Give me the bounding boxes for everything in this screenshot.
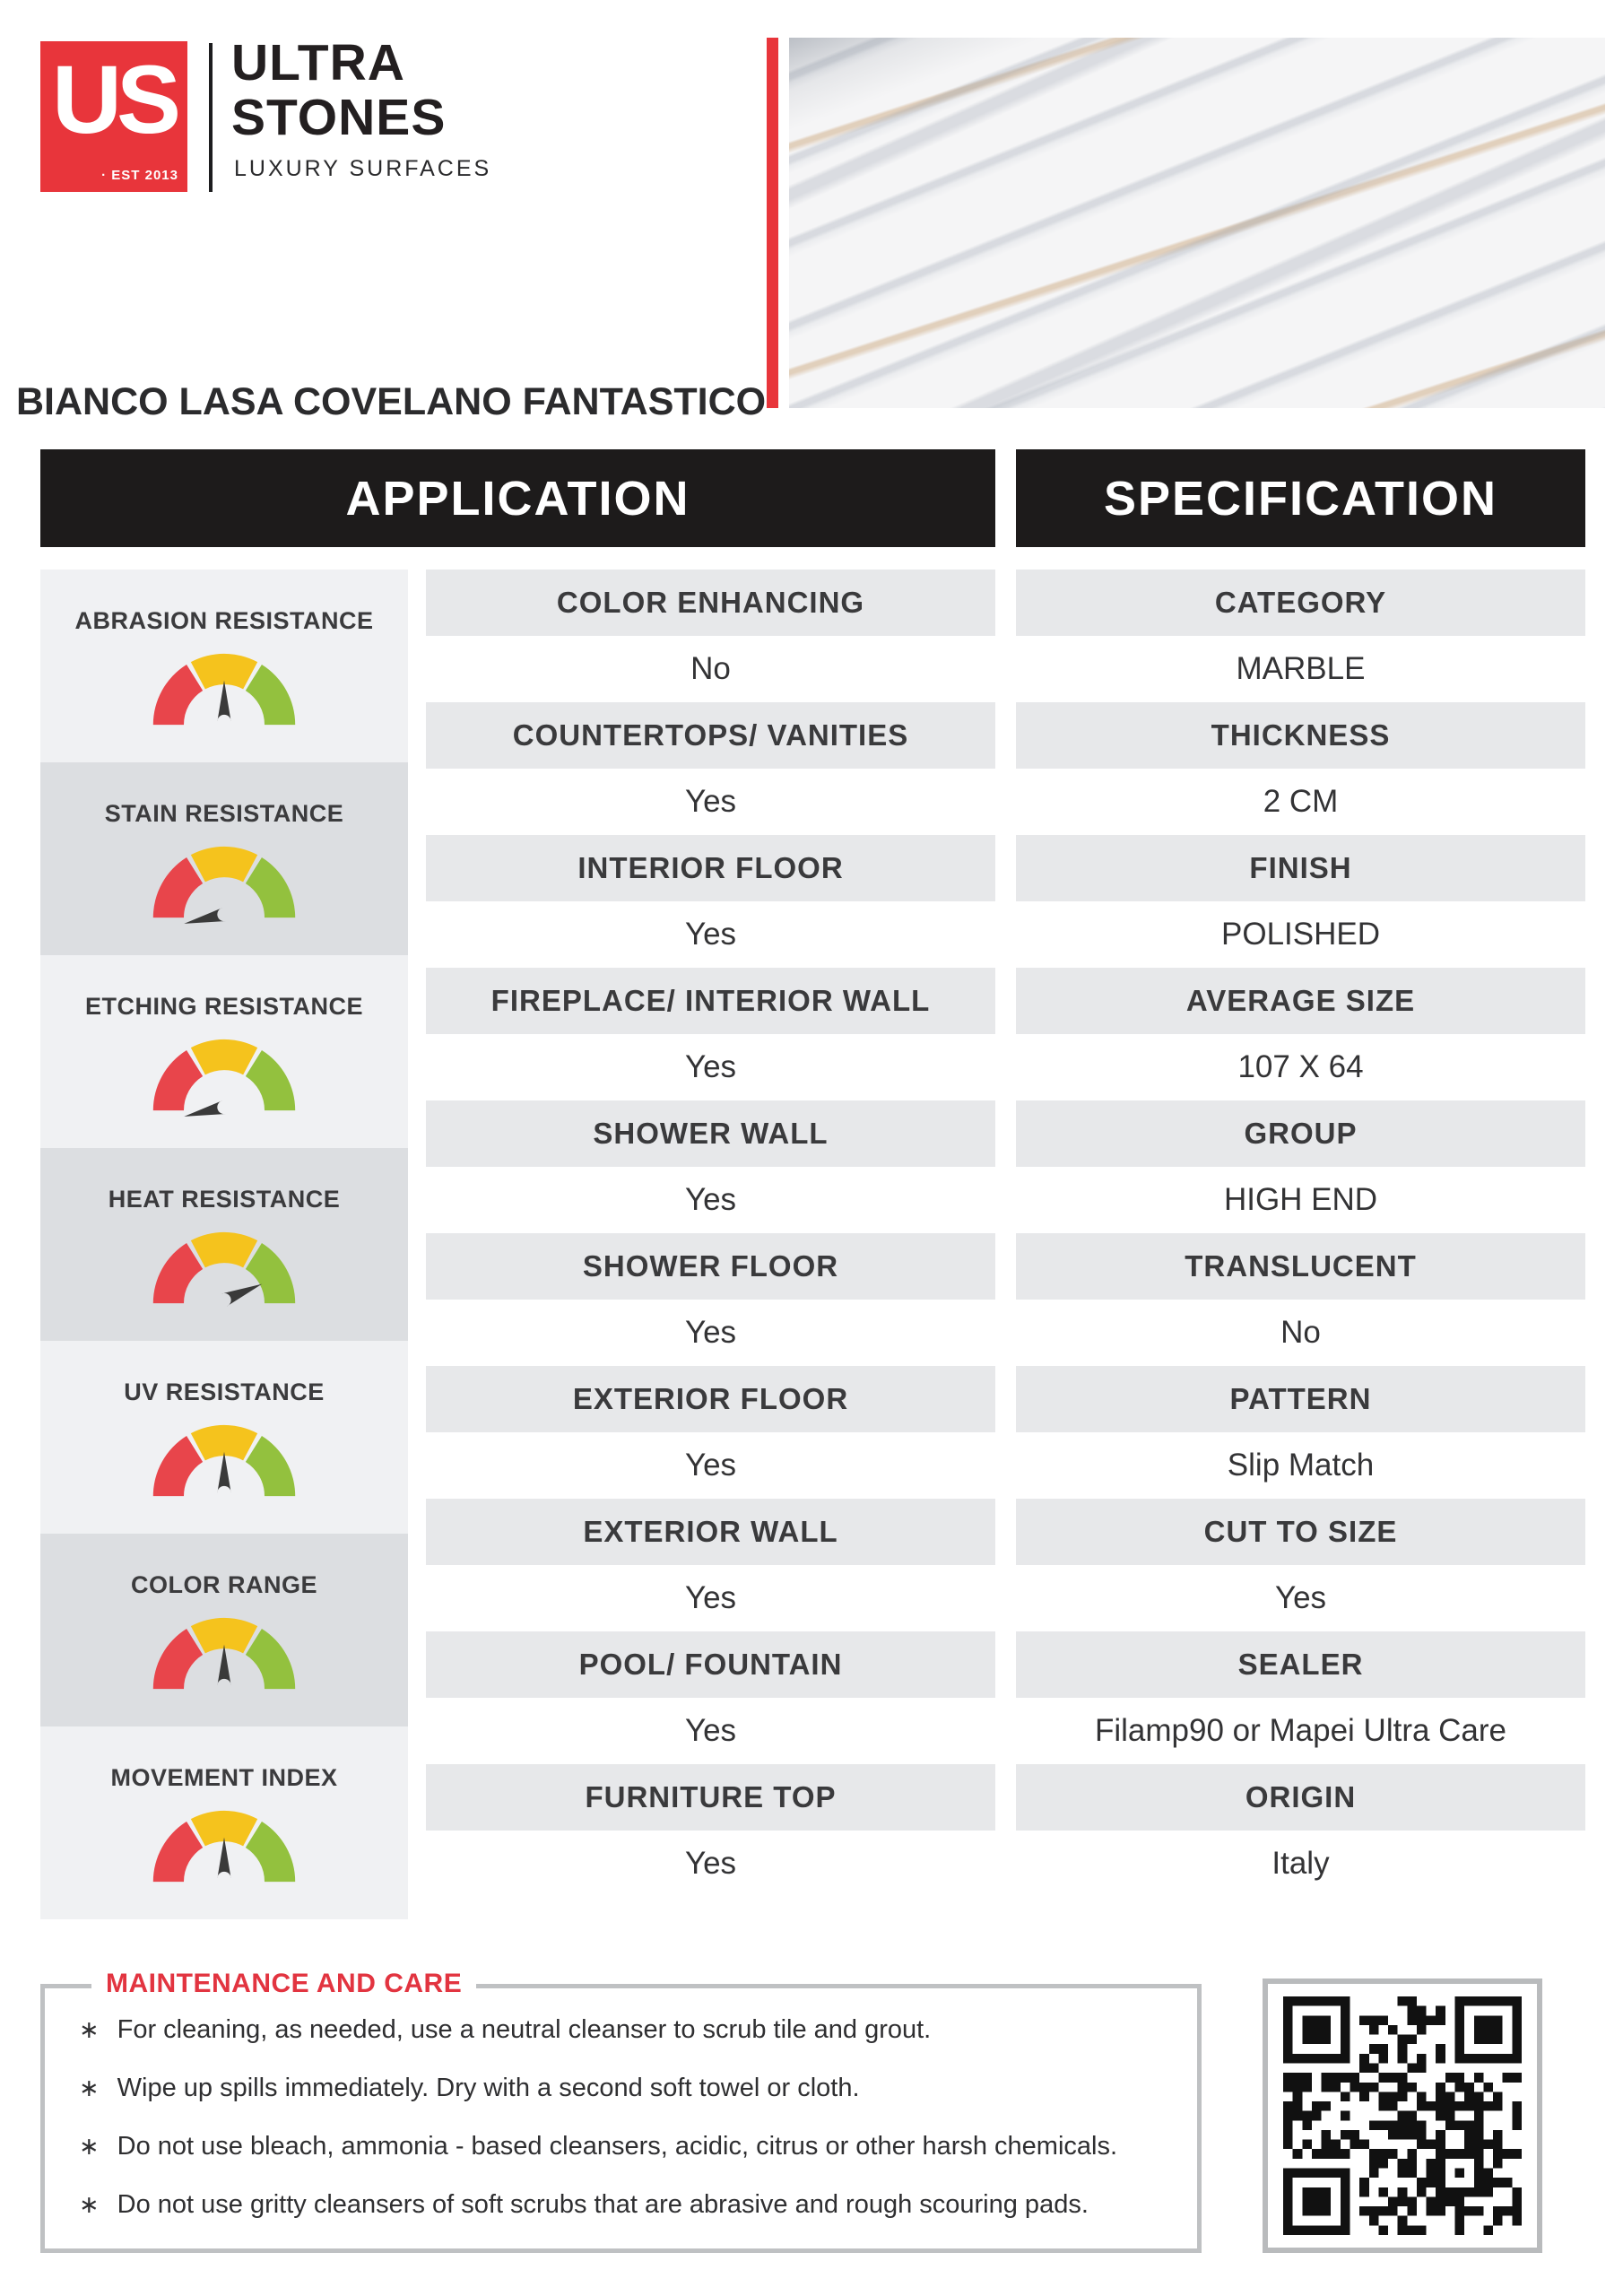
gauge-label: HEAT RESISTANCE <box>108 1186 341 1213</box>
specification-row-header: GROUP <box>1016 1100 1585 1167</box>
brand-name-bottom: STONES <box>231 89 447 146</box>
maintenance-item-text: For cleaning, as needed, use a neutral cleanser to scrub tile and grout. <box>117 2015 932 2044</box>
specification-row-header: ORIGIN <box>1016 1764 1585 1831</box>
asterisk-bullet-icon: ∗ <box>79 2016 100 2043</box>
gauge-dial-icon <box>143 644 305 735</box>
maintenance-item <box>79 2059 1197 2118</box>
specification-row-value: Filamp90 or Mapei Ultra Care <box>1016 1698 1585 1764</box>
brand-name-top: ULTRA <box>231 34 405 91</box>
maintenance-list <box>45 1988 1197 2234</box>
application-row-header: INTERIOR FLOOR <box>426 835 995 901</box>
application-row-value: Yes <box>426 1034 995 1100</box>
specification-row-value: Yes <box>1016 1565 1585 1631</box>
gauge-dial-icon <box>143 1608 305 1699</box>
specification-row-value: 2 CM <box>1016 769 1585 835</box>
qr-pattern-icon <box>1283 1996 1522 2235</box>
application-row-value: Yes <box>426 769 995 835</box>
asterisk-bullet-icon: ∗ <box>79 2074 100 2101</box>
application-row-header: SHOWER FLOOR <box>426 1233 995 1300</box>
application-row-header: POOL/ FOUNTAIN <box>426 1631 995 1698</box>
gauge-dial-icon <box>143 1801 305 1892</box>
application-row-header: COLOR ENHANCING <box>426 570 995 636</box>
application-row-value: Yes <box>426 1300 995 1366</box>
specification-section-header: SPECIFICATION <box>1016 449 1585 547</box>
gauge-needle-icon <box>217 1452 230 1493</box>
brand-divider <box>209 43 213 192</box>
specification-row-value: No <box>1016 1300 1585 1366</box>
specification-row-header: CATEGORY <box>1016 570 1585 636</box>
gauge-block <box>40 762 408 955</box>
application-row-value: Yes <box>426 1167 995 1233</box>
gauge-block <box>40 1726 408 1919</box>
gauge-needle-icon <box>221 1278 265 1307</box>
application-row-header: FURNITURE TOP <box>426 1764 995 1831</box>
title-accent-bar <box>767 38 778 408</box>
specification-row-value: Italy <box>1016 1831 1585 1897</box>
page-title: BIANCO LASA COVELANO FANTASTICO <box>16 380 767 423</box>
specification-row-header: FINISH <box>1016 835 1585 901</box>
maintenance-item-text: Do not use gritty cleansers of soft scrubs that are abrasive and rough scouring pads. <box>117 2190 1089 2219</box>
gauge-block <box>40 1341 408 1534</box>
application-row-header: EXTERIOR WALL <box>426 1499 995 1565</box>
specification-row-header: AVERAGE SIZE <box>1016 968 1585 1034</box>
logo-est-label: · EST 2013 <box>101 168 178 183</box>
asterisk-bullet-icon: ∗ <box>79 2191 100 2218</box>
qr-code <box>1263 1979 1542 2253</box>
gauge-needle-icon <box>217 1838 230 1879</box>
specification-row-value: HIGH END <box>1016 1167 1585 1233</box>
brand-tagline: LUXURY SURFACES <box>234 156 492 181</box>
gauge-label: ABRASION RESISTANCE <box>74 607 374 634</box>
application-row-header: FIREPLACE/ INTERIOR WALL <box>426 968 995 1034</box>
maintenance-item-text: Wipe up spills immediately. Dry with a second soft towel or cloth. <box>117 2074 860 2102</box>
asterisk-bullet-icon: ∗ <box>79 2133 100 2160</box>
gauge-dial-icon <box>143 1030 305 1120</box>
gauge-block <box>40 1148 408 1341</box>
marble-slab-image <box>789 38 1605 408</box>
maintenance-and-care-box <box>40 1969 1202 2253</box>
gauge-block <box>40 955 408 1148</box>
gauge-needle-icon <box>183 1100 226 1120</box>
brand-name <box>231 36 446 145</box>
gauge-label: COLOR RANGE <box>131 1571 317 1598</box>
maintenance-title: MAINTENANCE AND CARE <box>91 1969 476 1999</box>
application-row-header: COUNTERTOPS/ VANITIES <box>426 702 995 769</box>
specification-table <box>1016 570 1585 1897</box>
application-row-value: Yes <box>426 1698 995 1764</box>
gauge-block <box>40 1534 408 1726</box>
gauge-block <box>40 570 408 762</box>
gauge-dial-icon <box>143 837 305 927</box>
logo-monogram: US <box>51 45 177 153</box>
maintenance-item <box>79 2118 1197 2176</box>
gauge-label: ETCHING RESISTANCE <box>84 993 364 1020</box>
application-row-value: Yes <box>426 1432 995 1499</box>
specification-row-header: SEALER <box>1016 1631 1585 1698</box>
gauge-label: STAIN RESISTANCE <box>104 800 344 827</box>
gauge-dial-icon <box>143 1222 305 1313</box>
specification-row-value: MARBLE <box>1016 636 1585 702</box>
gauge-label: MOVEMENT INDEX <box>110 1764 338 1791</box>
application-row-value: Yes <box>426 901 995 968</box>
maintenance-item <box>79 2001 1197 2059</box>
specification-row-value: POLISHED <box>1016 901 1585 968</box>
application-row-header: EXTERIOR FLOOR <box>426 1366 995 1432</box>
gauge-needle-icon <box>183 908 226 927</box>
gauge-dial-icon <box>143 1415 305 1506</box>
specification-row-header: PATTERN <box>1016 1366 1585 1432</box>
maintenance-item <box>79 2176 1197 2234</box>
specification-row-header: TRANSLUCENT <box>1016 1233 1585 1300</box>
application-table <box>426 570 995 1897</box>
specification-row-header: THICKNESS <box>1016 702 1585 769</box>
gauge-needle-icon <box>217 681 230 722</box>
application-row-value: Yes <box>426 1565 995 1631</box>
specification-row-value: 107 X 64 <box>1016 1034 1585 1100</box>
performance-gauges <box>40 570 408 1919</box>
specification-row-header: CUT TO SIZE <box>1016 1499 1585 1565</box>
ultra-stones-logo <box>40 41 187 192</box>
application-row-value: Yes <box>426 1831 995 1897</box>
application-section-header: APPLICATION <box>40 449 995 547</box>
gauge-needle-icon <box>217 1645 230 1686</box>
specification-row-value: Slip Match <box>1016 1432 1585 1499</box>
application-row-value: No <box>426 636 995 702</box>
application-row-header: SHOWER WALL <box>426 1100 995 1167</box>
maintenance-item-text: Do not use bleach, ammonia - based cleansers, acidic, citrus or other harsh chemicals. <box>117 2132 1118 2161</box>
gauge-label: UV RESISTANCE <box>124 1378 325 1405</box>
